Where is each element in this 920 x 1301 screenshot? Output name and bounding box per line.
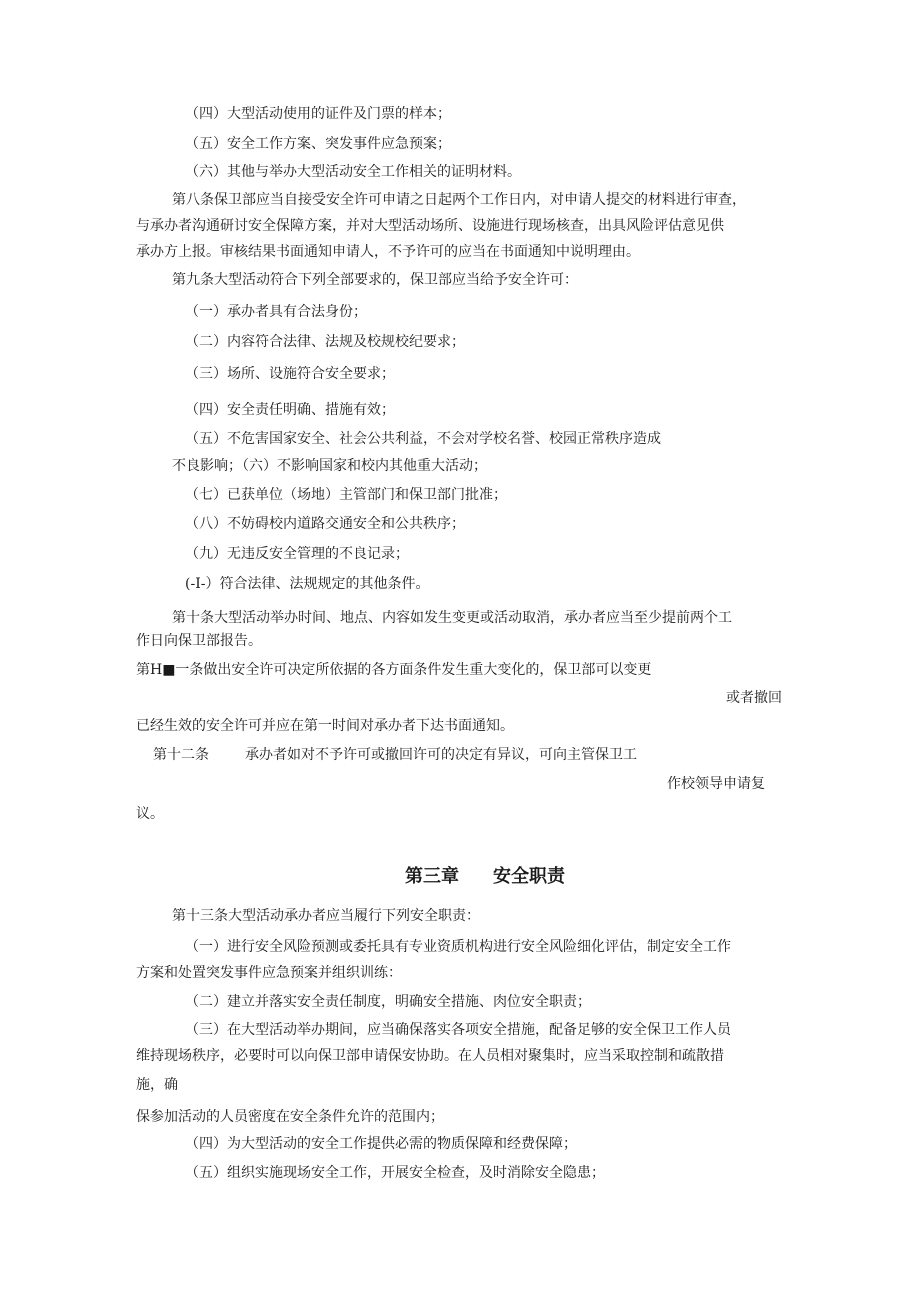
text-line: （一）承办者具有合法身份；: [185, 304, 367, 320]
text-line: 第H■一条做出安全许可决定所依据的各方面条件发生重大变化的，保卫部可以变更: [136, 662, 652, 678]
text-line: （四）安全责任明确、措施有效；: [185, 402, 395, 418]
text-line: [153, 745, 637, 765]
text-line: 方案和处置突发事件应急预案并组织训练：: [136, 965, 402, 981]
text-line: 或者撤回: [726, 690, 782, 706]
text-line: 保参加活动的人员密度在安全条件允许的范围内；: [136, 1109, 444, 1125]
text-line: （七）已获单位（场地）主管部门和保卫部门批准；: [185, 487, 507, 503]
text-line: 作校领导申请复: [667, 776, 765, 792]
text-line: （九）无违反安全管理的不良记录；: [185, 546, 409, 562]
text-line: 与承办者沟通研讨安全保障方案，并对大型活动场所、设施进行现场核查，出具风险评估意见供: [136, 218, 724, 234]
text-line: 施，确: [136, 1077, 178, 1093]
text-line: 不良影响；（六）不影响国家和校内其他重大活动；: [172, 458, 487, 474]
text-line: （一）进行安全风险预测或委托具有专业资质机构进行安全风险细化评估，制定安全工作: [185, 939, 731, 955]
text-line: 维持现场秩序，必要时可以向保卫部申请保安协助。在人员相对聚集时，应当采取控制和疏散措: [136, 1048, 724, 1064]
text-line: （四）大型活动使用的证件及门票的样本；: [185, 106, 451, 122]
text-line: （五）不危害国家安全、社会公共利益，不会对学校名誉、校园正常秩序造成: [185, 431, 661, 447]
text-line: （五）安全工作方案、突发事件应急预案；: [185, 136, 451, 152]
text-line: 第九条大型活动符合下列全部要求的，保卫部应当给予安全许可：: [172, 272, 578, 288]
text-line: （四）为大型活动的安全工作提供必需的物质保障和经费保障；: [185, 1136, 577, 1152]
text-line: 第十三条大型活动承办者应当履行下列安全职责：: [172, 908, 480, 924]
article-number: 第十二条: [153, 747, 209, 763]
text-line: （八）不妨碍校内道路交通安全和公共秩序；: [185, 516, 465, 532]
text-line: （六）其他与举办大型活动安全工作相关的证明材料。: [185, 164, 521, 180]
text-line: （二）建立并落实安全责任制度，明确安全措施、肉位安全职责；: [185, 994, 591, 1010]
text-line: 议。: [136, 806, 164, 822]
article-text: 承办者如对不予许可或撤回许可的决定有异议，可向主管保卫工: [245, 747, 637, 763]
text-line: （二）内容符合法律、法规及校规校纪要求；: [185, 334, 465, 350]
chapter-title: 安全职责: [493, 866, 565, 887]
text-line: 承办方上报。审核结果书面通知申请人，不予许可的应当在书面通知中说明理由。: [136, 244, 640, 260]
text-line: （三）在大型活动举办期间，应当确保落实各项安全措施，配备足够的安全保卫工作人员: [185, 1022, 731, 1038]
chapter-number: 第三章: [405, 866, 459, 887]
text-line: （三）场所、设施符合安全要求；: [185, 366, 395, 382]
chapter-heading: [405, 865, 565, 889]
text-line: 作日向保卫部报告。: [136, 633, 262, 649]
text-line: （五）组织实施现场安全工作，开展安全检查，及时消除安全隐患；: [185, 1165, 605, 1181]
text-line: 第八条保卫部应当自接受安全许可申请之日起两个工作日内，对申请人提交的材料进行审查，: [172, 192, 746, 208]
text-line: 已经生效的安全许可并应在第一时间对承办者下达书面通知。: [136, 718, 514, 734]
text-line: 第十条大型活动举办时间、地点、内容如发生变更或活动取消，承办者应当至少提前两个工: [172, 610, 732, 626]
text-line: (-I-）符合法律、法规规定的其他条件。: [185, 576, 430, 592]
